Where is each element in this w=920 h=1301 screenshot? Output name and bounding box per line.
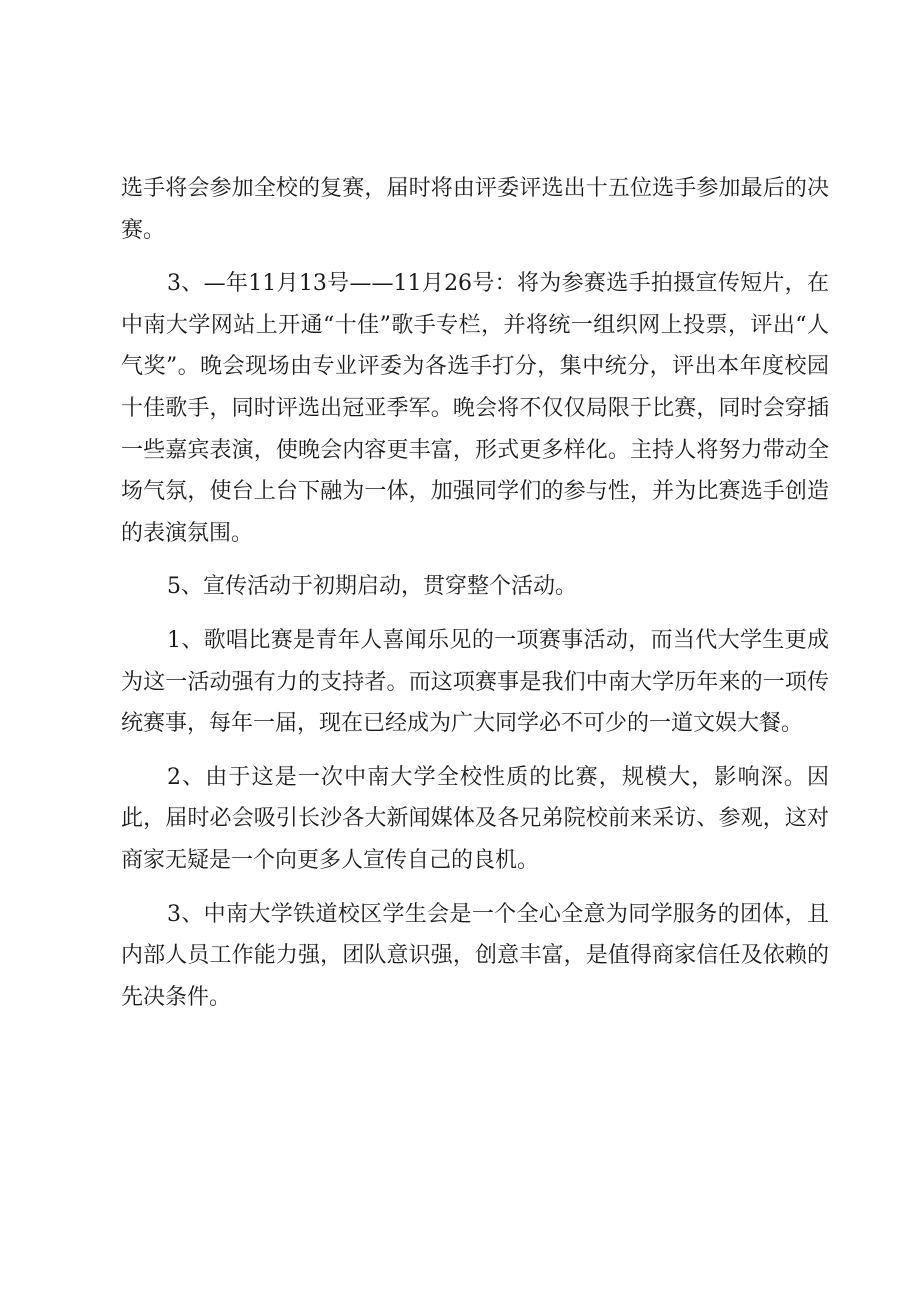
paragraph-item-3-schedule: 3、—年11月13号——11月26号：将为参赛选手拍摄宣传短片，在中南大学网站上开通“十佳”歌手专栏，并将统一组织网上投票，评出“人气奖”。晚会现场由专业评委为各选手打分，集中统分，评出本年度校园十佳歌手，同时评选出冠亚季军。晚会将不仅仅局限于比赛，同时会穿插一些嘉宾表演，使晚会内容更丰富，形式更多样化。主持人将努力带动全场气氛，使台上台下融为一体，加强同学们的参与性，并为比赛选手创造的表演氛围。 [121, 271, 829, 546]
document-body [121, 168, 829, 1030]
paragraph-continuation: 选手将会参加全校的复赛，届时将由评委评选出十五位选手参加最后的决赛。 [121, 176, 829, 243]
paragraph-item-1-popularity: 1、歌唱比赛是青年人喜闻乐见的一项赛事活动，而当代大学生更成为这一活动强有力的支持者。而这项赛事是我们中南大学历年来的一项传统赛事，每年一届，现在已经成为广大同学必不可少的一道文娱大餐。 [121, 627, 829, 737]
paragraph-item-3-student-union: 3、中南大学铁道校区学生会是一个全心全意为同学服务的团体，且内部人员工作能力强，团队意识强，创意丰富，是值得商家信任及依赖的先决条件。 [121, 901, 829, 1010]
paragraph-item-2-scale: 2、由于这是一次中南大学全校性质的比赛，规模大，影响深。因此，届时必会吸引长沙各大新闻媒体及各兄弟院校前来采访、参观，这对商家无疑是一个向更多人宣传自己的良机。 [121, 764, 829, 873]
paragraph-item-5-publicity: 5、宣传活动于初期启动，贯穿整个活动。 [167, 574, 577, 600]
